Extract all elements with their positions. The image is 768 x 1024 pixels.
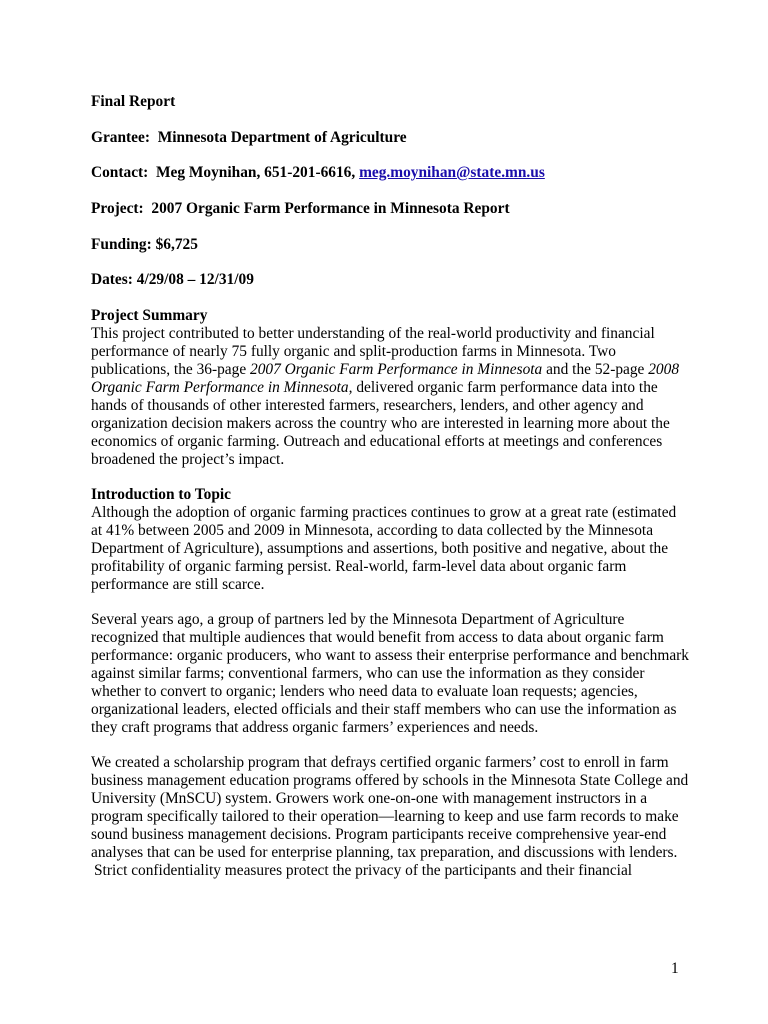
summary-text: delivered organic farm performance data into the [352, 379, 658, 396]
page-number: 1 [671, 960, 679, 977]
partners-line: Several years ago, a group of partners led by the Minnesota Department of Agriculture [91, 611, 625, 628]
scholarship-line: sound business management decisions. Program participants receive comprehensive year-end [91, 826, 667, 843]
scholarship-line: We created a scholarship program that defrays certified organic farmers’ cost to enroll in farm [91, 754, 669, 771]
scholarship-line: analyses that can be used for enterprise planning, tax preparation, and discussions with lenders. [91, 844, 678, 861]
summary-line: organization decision makers across the country who are interested in learning more about the [91, 415, 670, 432]
summary-line [91, 361, 679, 379]
grantee-label: Grantee: [91, 129, 150, 146]
grantee-value: Minnesota Department of Agriculture [157, 129, 407, 146]
summary-line: This project contributed to better understanding of the real-world productivity and financial [91, 325, 655, 342]
summary-line: hands of thousands of other interested farmers, researchers, lenders, and other agency and [91, 397, 644, 414]
dates-value: 4/29/08 – 12/31/09 [136, 271, 254, 288]
scholarship-line: program specifically tailored to their operation—learning to keep and use farm records to make [91, 808, 679, 825]
partners-line: organizational leaders, elected officials and their staff members who can use the information as [91, 701, 677, 718]
funding-value: $6,725 [155, 236, 198, 253]
contact-name-phone: Meg Moynihan, 651-201-6616, [155, 164, 356, 181]
summary-line [91, 379, 658, 397]
report-title: Final Report [91, 93, 176, 110]
contact-label: Contact: [91, 164, 149, 181]
intro-line: performance are still scarce. [91, 576, 265, 593]
scholarship-line: Strict confidentiality measures protect the privacy of the participants and their financial [94, 862, 633, 879]
partners-line: performance: organic producers, who want to assess their enterprise performance and benchmark [91, 647, 690, 664]
funding-label: Funding: [91, 236, 152, 253]
partners-line: against similar farms; conventional farmers, who can use the information as they consider [91, 665, 645, 682]
intro-line: Department of Agriculture), assumptions and assertions, both positive and negative, about the [91, 540, 669, 557]
partners-line: they craft programs that address organic farmers’ experiences and needs. [91, 719, 539, 736]
contact-line [91, 164, 545, 182]
grantee-line [91, 129, 407, 147]
contact-email-link[interactable]: meg.moynihan@state.mn.us [359, 164, 545, 181]
intro-heading: Introduction to Topic [91, 486, 231, 503]
publication-title-2007: 2007 Organic Farm Performance in Minnesota [250, 361, 543, 378]
dates-line [91, 271, 254, 289]
project-label: Project: [91, 200, 144, 217]
summary-line: performance of nearly 75 fully organic and split-production farms in Minnesota. Two [91, 343, 616, 360]
summary-text: publications, the 36-page [91, 361, 250, 378]
summary-line: economics of organic farming. Outreach and educational efforts at meetings and conferences [91, 433, 663, 450]
scholarship-line: University (MnSCU) system. Growers work one-on-one with management instructors in a [91, 790, 648, 807]
summary-heading: Project Summary [91, 307, 208, 324]
publication-title-2008-part: 2008 [648, 361, 680, 378]
summary-text: and the 52-page [542, 361, 649, 378]
partners-line: recognized that multiple audiences that would benefit from access to data about organic farm [91, 629, 664, 646]
intro-line: profitability of organic farming persist. Real-world, farm-level data about organic farm [91, 558, 627, 575]
scholarship-line: business management education programs offered by schools in the Minnesota State College and [91, 772, 689, 789]
project-line [91, 200, 510, 218]
project-value: 2007 Organic Farm Performance in Minnesota Report [151, 200, 510, 217]
intro-line: at 41% between 2005 and 2009 in Minnesota, according to data collected by the Minnesota [91, 522, 654, 539]
publication-title-2008-cont: Organic Farm Performance in Minnesota, [91, 379, 353, 396]
dates-label: Dates: [91, 271, 133, 288]
intro-line: Although the adoption of organic farming practices continues to grow at a great rate (estimated [91, 504, 677, 521]
summary-line: broadened the project’s impact. [91, 451, 285, 468]
partners-line: whether to convert to organic; lenders who need data to evaluate loan requests; agencies, [91, 683, 638, 700]
funding-line [91, 236, 198, 254]
